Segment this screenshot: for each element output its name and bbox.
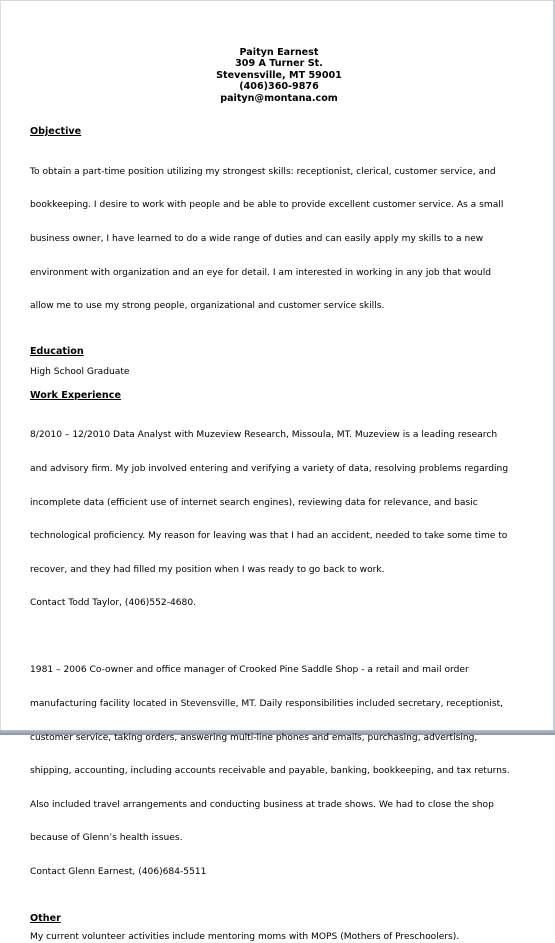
job-entry-muzeview (30, 408, 528, 632)
job-line: recover, and they had filled my position when I was ready to go back to work. (30, 564, 385, 575)
phone-number: (406)360-9876 (239, 81, 319, 93)
objective-heading: Objective (30, 126, 82, 138)
applicant-name: Paityn Earnest (239, 47, 319, 58)
objective-line: bookkeeping. I desire to work with people and be able to provide excellent customer service. As a small (30, 200, 504, 211)
job-line: and advisory firm. My job involved entering and verifying a variety of data, resolving problems regarding (30, 463, 509, 474)
job-line: shipping, accounting, including accounts receivable and payable, banking, bookkeeping, and tax returns. (30, 766, 510, 777)
job-line: 1981 – 2006 Co-owner and office manager of Crooked Pine Saddle Shop - a retail and mail order (30, 665, 469, 676)
education-heading: Education (30, 345, 84, 357)
work-experience-heading: Work Experience (30, 389, 121, 401)
street-address: 309 A Turner St. (235, 58, 323, 70)
job-line: incomplete data (efficient use of internet search engines), reviewing data for relevance, and basic (30, 497, 478, 508)
job-line: Also included travel arrangements and conducting business at trade shows. We had to close the shop (30, 799, 494, 810)
job-contact: Contact Glenn Earnest, (406)684-5511 (30, 867, 207, 878)
job-line: technological proficiency. My reason for leaving was that I had an accident, needed to take some time to (30, 531, 508, 542)
objective-line: environment with organization and an eye for detail. I am interested in working in any job that would (30, 267, 491, 278)
objective-line: business owner, I have learned to do a wide range of duties and can easily apply my skills to a new (30, 234, 484, 245)
education-text: High School Graduate (30, 367, 130, 378)
objective-line: To obtain a part-time position utilizing my strongest skills: receptionist, clerical, customer service, and (30, 166, 496, 177)
job-entry-crooked-pine (30, 643, 528, 901)
job-line: customer service, taking orders, answering multi-line phones and emails, purchasing, advertising, (30, 732, 478, 743)
city-state-zip: Stevensville, MT 59001 (216, 69, 342, 81)
job-line: because of Glenn’s health issues. (30, 833, 183, 844)
job-line: 8/2010 – 12/2010 Data Analyst with Muzeview Research, Missoula, MT. Muzeview is a leading research (30, 430, 498, 441)
resume-document (30, 47, 528, 943)
email-address: paityn@montana.com (220, 92, 338, 104)
objective-text (30, 144, 528, 334)
job-line: manufacturing facility located in Stevensville, MT. Daily responsibilities included secretary, receptionist, (30, 698, 504, 709)
contact-header (30, 47, 528, 104)
other-heading: Other (30, 912, 61, 924)
other-text: My current volunteer activities include mentoring moms with MOPS (Mothers of Preschoolers). (30, 932, 460, 943)
objective-line: allow me to use my strong people, organizational and customer service skills. (30, 301, 385, 312)
job-contact: Contact Todd Taylor, (406)552-4680. (30, 598, 197, 609)
